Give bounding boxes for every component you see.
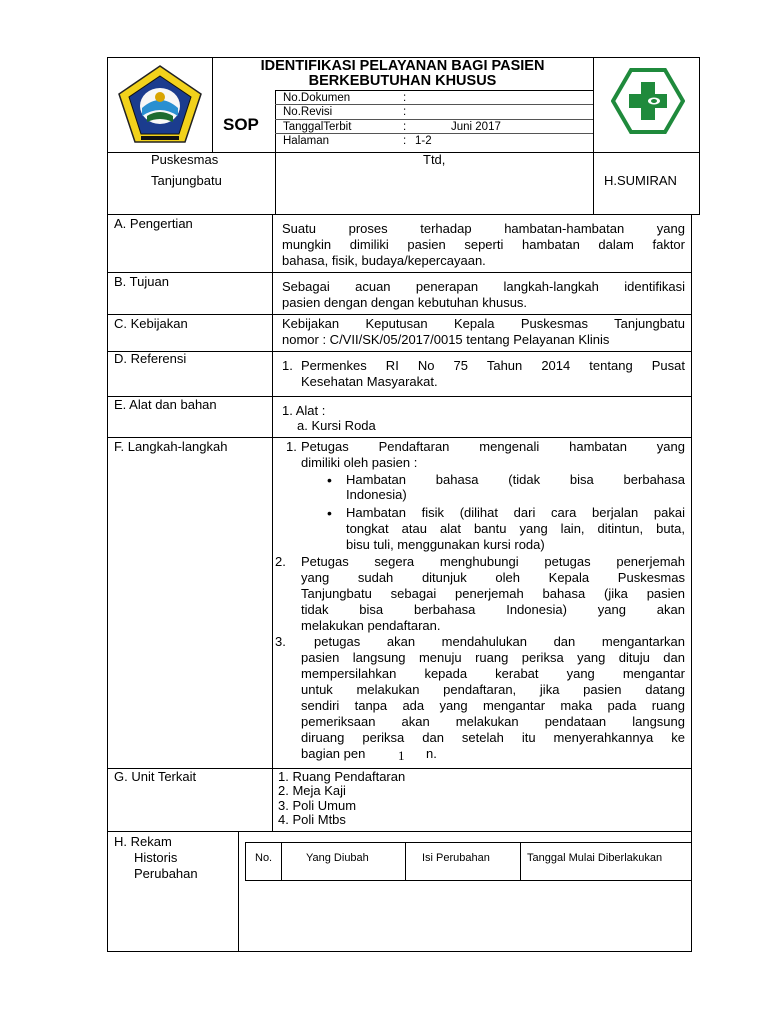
step3-line2: pasien langsung menuju ruang periksa yang dituju dan bbox=[301, 650, 685, 665]
step3-line8b: n. bbox=[426, 746, 437, 761]
section-h-label-line1: H. Rekam bbox=[114, 834, 172, 849]
step1-line1: Petugas Pendaftaran mengenali hambatan yang bbox=[301, 439, 685, 454]
sop-label: SOP bbox=[223, 115, 259, 134]
section-e-label: E. Alat dan bahan bbox=[114, 397, 217, 412]
step2-line4: tidak bisa berbahasa Indonesia) yang akan bbox=[301, 602, 685, 617]
unit-item-2: 2. Meja Kaji bbox=[278, 783, 346, 798]
unit-item-3: 3. Poli Umum bbox=[278, 798, 357, 813]
step3-number: 3. bbox=[275, 634, 286, 649]
page-number-mark: 1 bbox=[398, 748, 405, 763]
step3-line6: pemeriksaan akan melakukan pendataan langsung bbox=[301, 714, 685, 729]
signature-ttd: Ttd, bbox=[423, 152, 446, 167]
bullet2-line3: bisu tuli, menggunakan kursi roda) bbox=[346, 537, 545, 552]
section-c-line2: nomor : C/VII/SK/05/2017/0015 tentang Pelayanan Klinis bbox=[282, 332, 610, 347]
section-b-label: B. Tujuan bbox=[114, 274, 169, 289]
section-h-label-line2: Historis bbox=[134, 850, 178, 865]
section-e-line2: a. Kursi Roda bbox=[297, 418, 376, 433]
bullet2-line1: Hambatan fisik (dilihat dari cara berjalan pakai bbox=[346, 505, 685, 520]
section-d-line2: Kesehatan Masyarakat. bbox=[301, 374, 438, 389]
bullet-2: • bbox=[327, 505, 332, 521]
section-d-line1: Permenkes RI No 75 Tahun 2014 tentang Pusat bbox=[301, 358, 685, 373]
page-value: 1-2 bbox=[415, 135, 432, 147]
step2-number: 2. bbox=[275, 554, 286, 569]
bullet1-line1: Hambatan bahasa (tidak bisa berbahasa bbox=[346, 472, 685, 487]
bullet-1: • bbox=[327, 472, 332, 488]
section-b-line2: pasien dengan dengan kebutuhan khusus. bbox=[282, 295, 528, 310]
step1-number: 1. bbox=[286, 439, 297, 454]
history-col-changed: Yang Diubah bbox=[306, 852, 369, 864]
section-c-label: C. Kebijakan bbox=[114, 316, 188, 331]
section-e-line1: 1. Alat : bbox=[282, 403, 326, 418]
document-title-line1: IDENTIFIKASI PELAYANAN BAGI PASIEN bbox=[260, 58, 545, 74]
org-name-line1: Puskesmas bbox=[151, 152, 219, 167]
unit-item-1: 1. Ruang Pendaftaran bbox=[278, 769, 406, 784]
step1-line2: dimiliki oleh pasien : bbox=[301, 455, 418, 470]
issue-date-value: Juni 2017 bbox=[451, 121, 501, 133]
section-b-line1: Sebagai acuan penerapan langkah-langkah identifikasi bbox=[282, 279, 685, 294]
puskesmas-cross-logo-icon bbox=[611, 68, 685, 134]
document-title-line2: BERKEBUTUHAN KHUSUS bbox=[308, 73, 497, 89]
revision-label: No.Revisi bbox=[283, 106, 333, 118]
unit-item-4: 4. Poli Mtbs bbox=[278, 812, 346, 827]
step2-line1: Petugas segera menghubungi petugas penerjemah bbox=[301, 554, 685, 569]
section-f-label: F. Langkah-langkah bbox=[114, 439, 228, 454]
step2-line2: yang sudah ditunjuk oleh Kepala Puskesmas bbox=[301, 570, 685, 585]
section-h-label-line3: Perubahan bbox=[134, 866, 198, 881]
step3-line8a: bagian pen bbox=[301, 746, 366, 761]
regency-emblem-icon bbox=[117, 64, 203, 144]
revision-sep: : bbox=[403, 106, 407, 118]
step3-line3: mempersilahkan kepada kerabat yang mengantar bbox=[301, 666, 685, 681]
bullet1-line2: Indonesia) bbox=[346, 487, 407, 502]
org-name-line2: Tanjungbatu bbox=[151, 173, 222, 188]
issue-date-label: TanggalTerbit bbox=[283, 121, 352, 133]
section-c-line1: Kebijakan Keputusan Kepala Puskesmas Tanjungbatu bbox=[282, 316, 685, 331]
section-a-line3: bahasa, fisik, budaya/kepercayaan. bbox=[282, 253, 486, 268]
section-a-line1: Suatu proses terhadap hambatan-hambatan yang bbox=[282, 221, 685, 236]
section-a-label: A. Pengertian bbox=[114, 216, 193, 231]
section-d-label: D. Referensi bbox=[114, 351, 187, 366]
page-label: Halaman bbox=[283, 135, 330, 147]
history-col-content: Isi Perubahan bbox=[422, 852, 490, 864]
history-col-effective-date: Tanggal Mulai Diberlakukan bbox=[527, 852, 663, 864]
section-a-line2: mungkin dimiliki pasien seperti hambatan dalam faktor bbox=[282, 237, 685, 252]
doc-number-sep: : bbox=[403, 92, 407, 104]
step2-line5: melakukan pendaftaran. bbox=[301, 618, 441, 633]
step3-line1: petugas akan mendahulukan dan mengantarkan bbox=[314, 634, 685, 649]
step3-line7: diruang periksa dan setelah itu menyerahkannya ke bbox=[301, 730, 685, 745]
step2-line3: Tanjungbatu sebagai penerjemah bahasa (jika pasien bbox=[301, 586, 685, 601]
section-d-number: 1. bbox=[282, 358, 293, 373]
history-col-no: No. bbox=[255, 852, 273, 864]
signer-name: H.SUMIRAN bbox=[604, 173, 677, 188]
bullet2-line2: tongkat atau alat bantu yang lain, ditintun, buta, bbox=[346, 521, 685, 536]
doc-number-label: No.Dokumen bbox=[283, 92, 351, 104]
step3-line4: untuk melakukan pendaftaran, jika pasien datang bbox=[301, 682, 685, 697]
issue-date-sep: : bbox=[403, 121, 407, 133]
section-g-label: G. Unit Terkait bbox=[114, 769, 197, 784]
step3-line5: sendiri tanpa ada yang mengantar maka pada ruang bbox=[301, 698, 685, 713]
page-sep: : bbox=[403, 135, 407, 147]
